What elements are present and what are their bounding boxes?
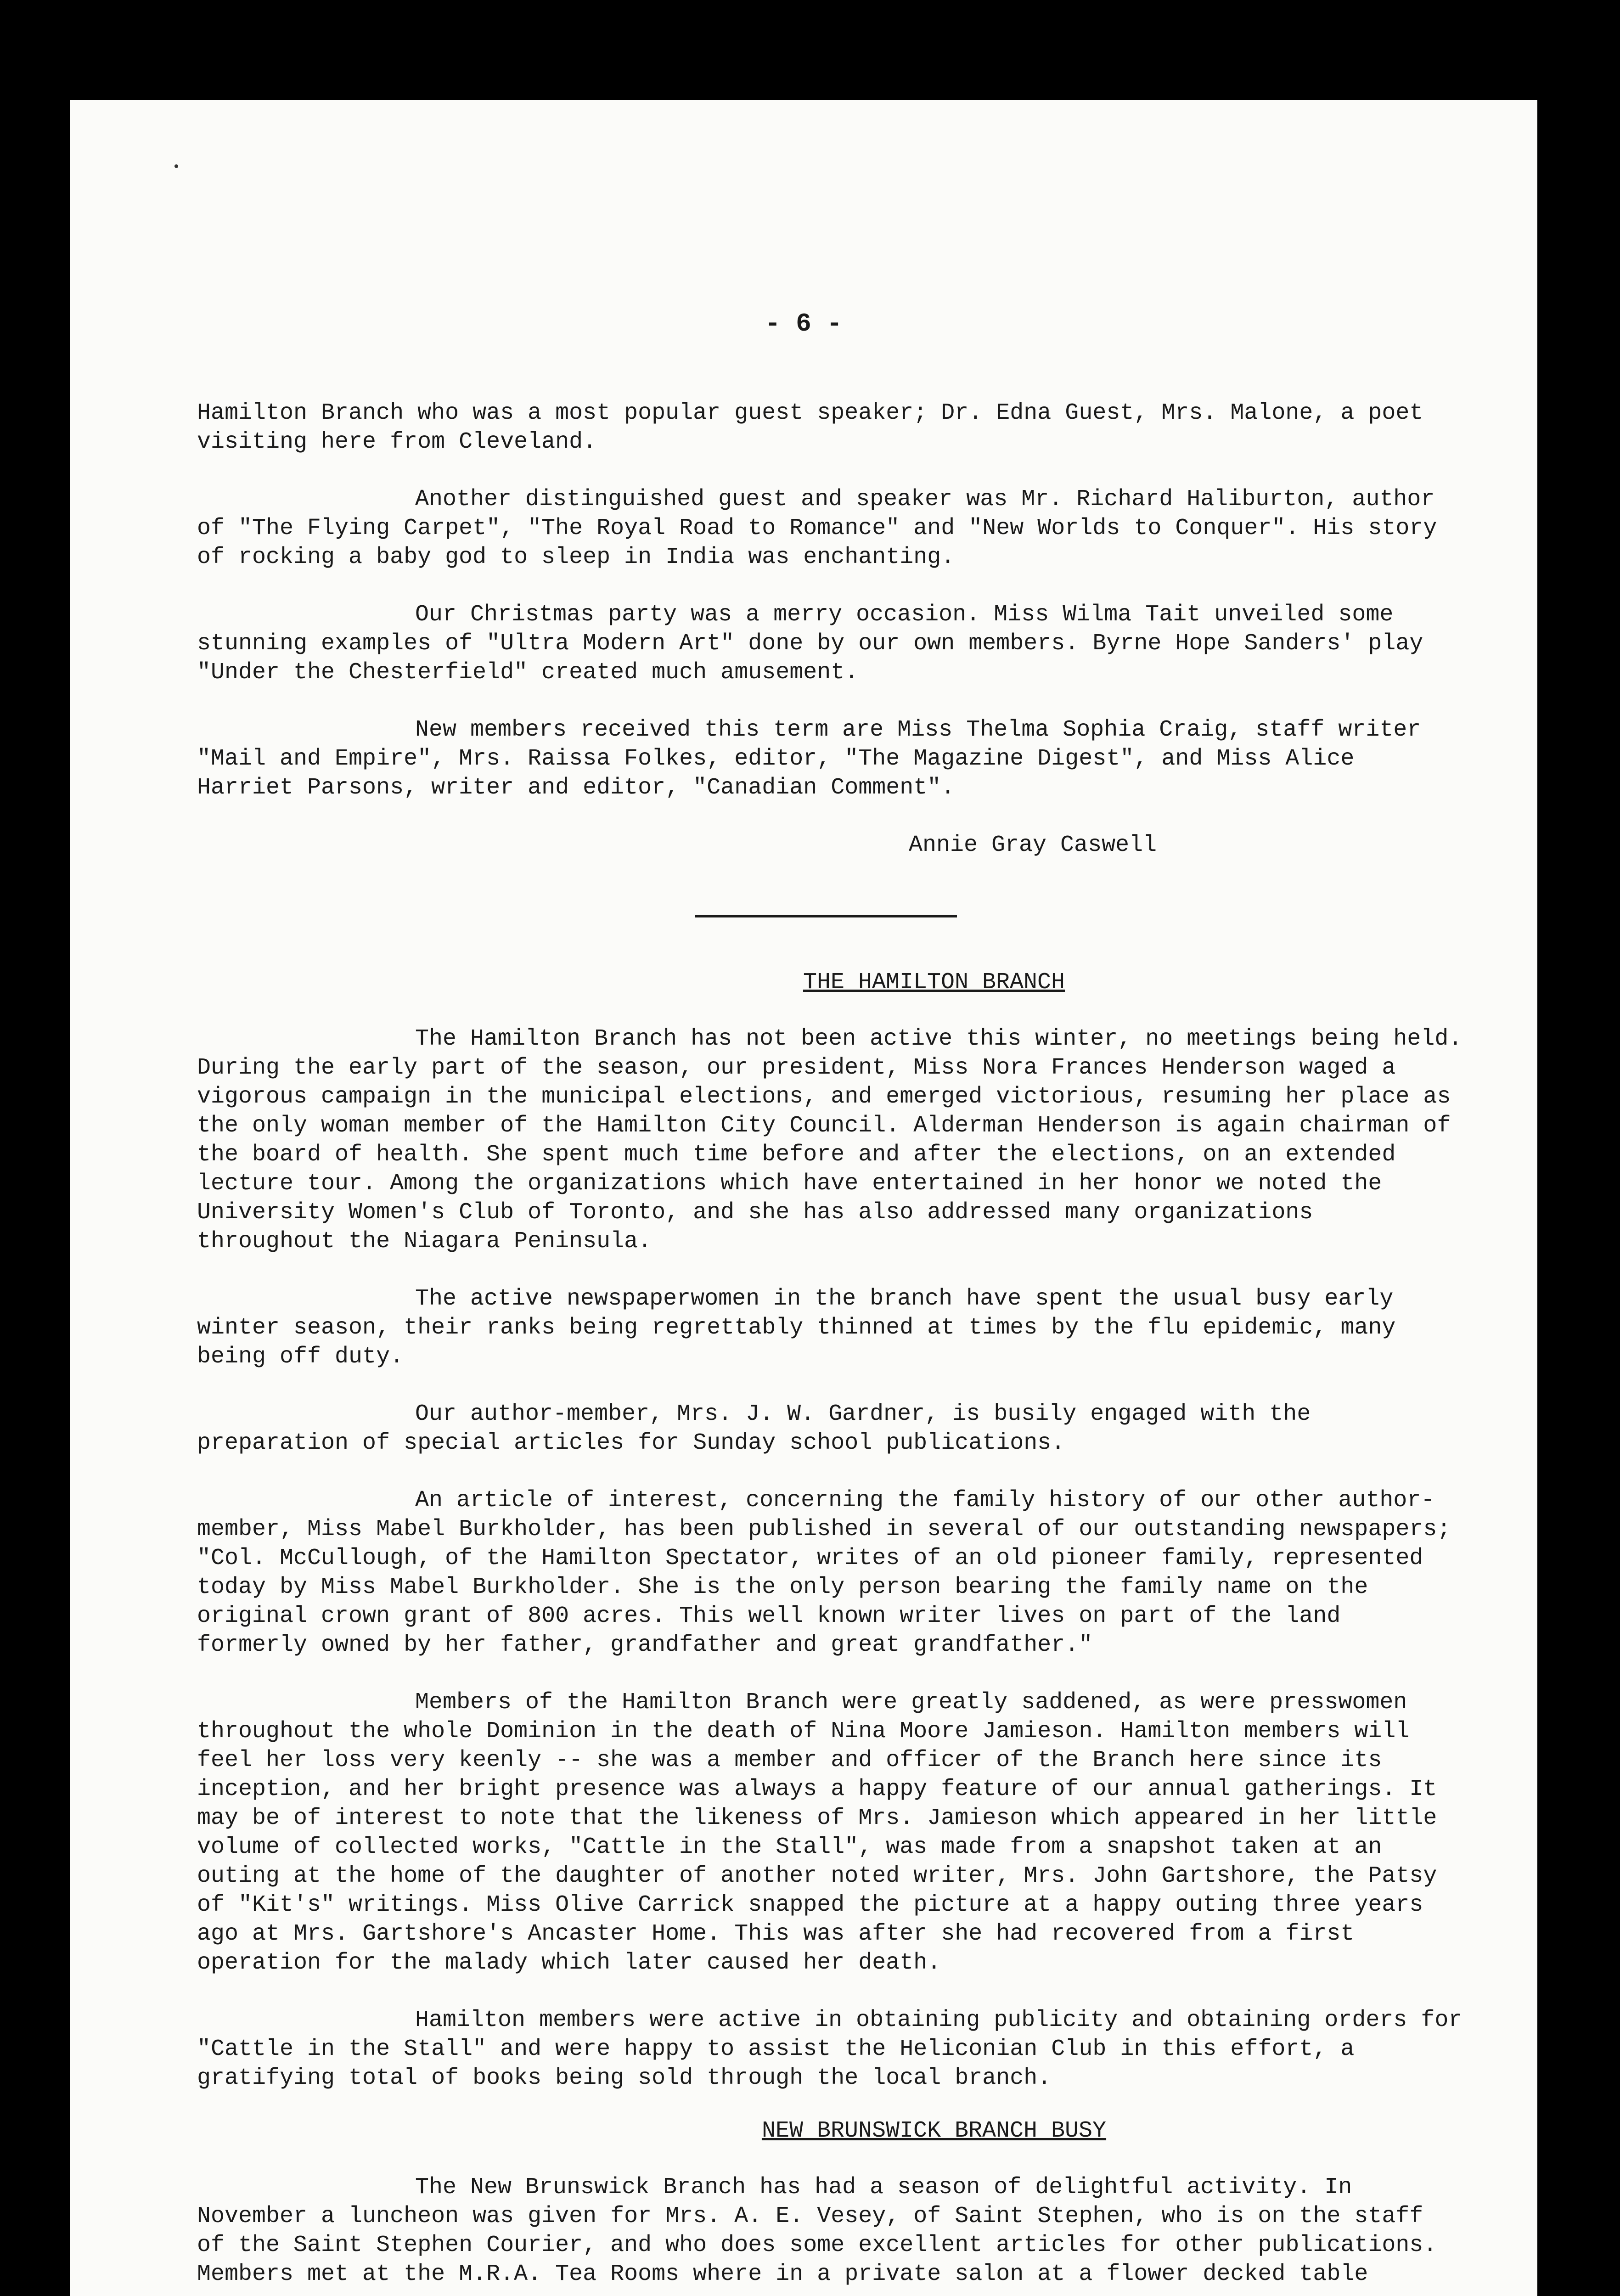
paragraph-new-members: New members received this term are Miss Thelma Sophia Craig, staff writer "Mail and Empire", Mrs. Raissa Folkes, editor, "The Magazine Digest", and Miss Alice Harriet Parsons, writer and editor, "Canadian Comment". [197, 717, 1421, 801]
heading-hamilton-branch: THE HAMILTON BRANCH [803, 969, 1065, 996]
paragraph-newspaperwomen: The active newspaperwomen in the branch have spent the usual busy early winter season, their ranks being regrettably thinned at times by the flu epidemic, many being off duty. [197, 1286, 1396, 1370]
signature: Annie Gray Caswell [909, 832, 1157, 858]
paragraph-haliburton: Another distinguished guest and speaker was Mr. Richard Haliburton, author of "The Flying Carpet", "The Royal Road to Romance" and "New Worlds to Conquer". His story of rocking a baby god to sleep in India was enchanting. [197, 486, 1437, 570]
document-page [70, 100, 1537, 2296]
paragraph-hamilton-inactive: The Hamilton Branch has not been active this winter, no meetings being held. During the early part of the season, our president, Miss Nora Frances Henderson waged a vigorous campaign in the municipal elections, and emerged victorious, resuming her place as the only woman member of the Hamilton City Council. Alderman Henderson is again chairman of the board of health. She spent much time before and after the elections, on an extended lecture tour. Among the organizations which have entertained in her honor we noted the University Women's Club of Toronto, and she has also addressed many organizations throughout the Niagara Peninsula. [197, 1026, 1462, 1255]
paragraph-cattle-in-stall: Hamilton members were active in obtaining publicity and obtaining orders for "Cattle in the Stall" and were happy to assist the Heliconian Club in this effort, a gratifying total of books being sold through the local branch. [197, 2007, 1462, 2091]
ink-speck [174, 164, 178, 168]
paragraph-jamieson: Members of the Hamilton Branch were greatly saddened, as were presswomen throughout the whole Dominion in the death of Nina Moore Jamieson. Hamilton members will feel her loss very keenly -- she was a member and officer of the Branch here since its inception, and her bright presence was always a happy feature of our annual gatherings. It may be of interest to note that the likeness of Mrs. Jamieson which appeared in her little volume of collected works, "Cattle in the Stall", was made from a snapshot taken at an outing at the home of the daughter of another noted writer, Mrs. John Gartshore, the Patsy of "Kit's" writings. Miss Olive Carrick snapped the picture at a happy outing three years ago at Mrs. Gartshore's Ancaster Home. This was after she had recovered from a first operation for the malady which later caused her death. [197, 1689, 1437, 1976]
page-number: - 6 - [765, 309, 843, 338]
paragraph-new-brunswick: The New Brunswick Branch has had a season of delightful activity. In November a luncheon was given for Mrs. A. E. Vesey, of Saint Stephen, who is on the staff of the Saint Stephen Courier, and who does some excellent articles for other publications. Members met at the M.R.A. Tea Rooms where in a private salon at a flower decked table [197, 2174, 1437, 2287]
paragraph-burkholder: An article of interest, concerning the family history of our other author-member, Miss Mabel Burkholder, has been published in several of our outstanding newspapers; "Col. McCullough, of the Hamilton Spectator, writes of an old pioneer family, represented today by Miss Mabel Burkholder. She is the only person bearing the family name on the original crown grant of 800 acres. This well known writer lives on part of the land formerly owned by her father, grandfather and great grandfather." [197, 1487, 1451, 1658]
paragraph-christmas-party: Our Christmas party was a merry occasion. Miss Wilma Tait unveiled some stunning examples of "Ultra Modern Art" done by our own members. Byrne Hope Sanders' play "Under the Chesterfield" created much amusement. [197, 602, 1423, 686]
document-body [197, 399, 1464, 2296]
section-divider [695, 915, 957, 917]
paragraph-gardner: Our author-member, Mrs. J. W. Gardner, is busily engaged with the preparation of special articles for Sunday school publications. [197, 1401, 1311, 1456]
paragraph-hamilton-guest: Hamilton Branch who was a most popular guest speaker; Dr. Edna Guest, Mrs. Malone, a poet visiting here from Cleveland. [197, 400, 1423, 455]
heading-new-brunswick-branch: NEW BRUNSWICK BRANCH BUSY [761, 2118, 1107, 2144]
